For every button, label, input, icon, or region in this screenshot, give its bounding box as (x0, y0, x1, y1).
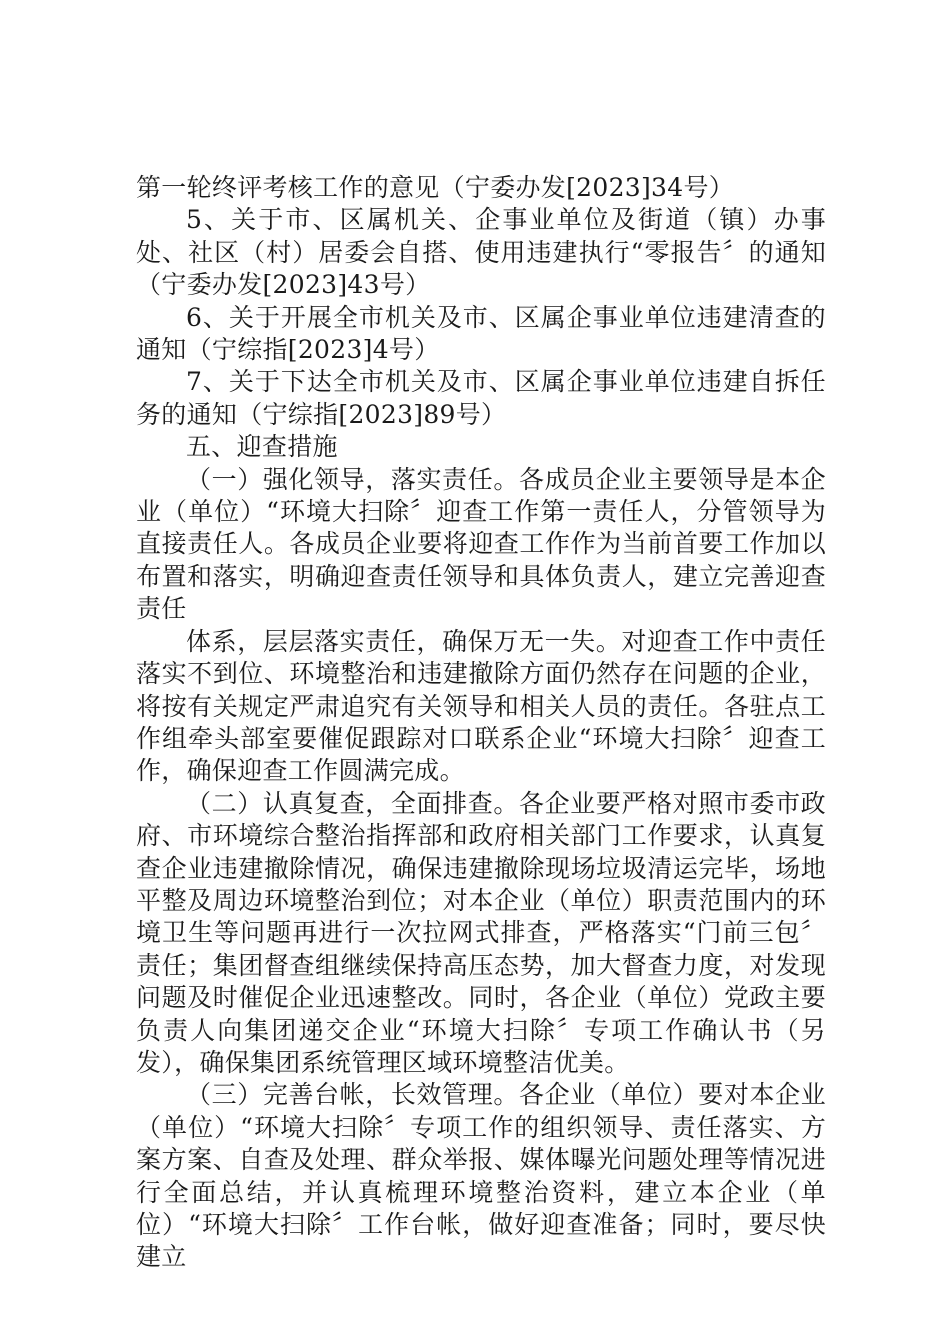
paragraph-measure-1: （一）强化领导，落实责任。各成员企业主要领导是本企业（单位）“环境大扫除〞迎查工作第一责任人，分管领导为直接责任人。各成员企业要将迎查工作作为当前首要工作加以布置和落实，明确迎查责任领导和具体负责人，建立完善迎查责任 (136, 464, 826, 624)
section-heading: 五、迎查措施 (186, 432, 338, 462)
paragraph-2: 5、关于市、区属机关、企事业单位及街道（镇）办事处、社区（村）居委会自搭、使用违建执行“零报告〞的通知（宁委办发[2023]43号） (136, 205, 826, 300)
paragraph-1: 第一轮终评考核工作的意见（宁委办发[2023]34号） (136, 173, 735, 202)
paragraph-3: 6、关于开展全市机关及市、区属企事业单位违建清查的通知（宁综指[2023]4号） (136, 302, 826, 365)
document-body (136, 172, 826, 1274)
paragraph-measure-2: （二）认真复查，全面排查。各企业要严格对照市委市政府、市环境综合整治指挥部和政府相关部门工作要求，认真复查企业违建撤除情况，确保违建撤除现场垃圾清运完毕，场地平整及周边环境整治到位；对本企业（单位）职责范围内的环境卫生等问题再进行一次拉网式排查，严格落实“门前三包〞责任；集团督查组继续保持高压态势，加大督查力度，对发现问题及时催促企业迅速整改。同时，各企业（单位）党政主要负责人向集团递交企业“环境大扫除〞专项工作确认书（另发），确保集团系统管理区域环境整洁优美。 (136, 788, 826, 1077)
paragraph-measure-1-cont: 体系，层层落实责任，确保万无一失。对迎查工作中责任落实不到位、环境整治和违建撤除方面仍然存在问题的企业，将按有关规定严肃追究有关领导和相关人员的责任。各驻点工作组牵头部室要催促跟踪对口联系企业“环境大扫除〞迎查工作，确保迎查工作圆满完成。 (136, 626, 826, 786)
paragraph-measure-3: （三）完善台帐，长效管理。各企业（单位）要对本企业（单位）“环境大扫除〞专项工作的组织领导、责任落实、方案方案、自查及处理、群众举报、媒体曝光问题处理等情况进行全面总结，并认真梳理环境整治资料，建立本企业（单位）“环境大扫除〞工作台帐，做好迎查准备；同时，要尽快建立 (136, 1080, 826, 1272)
paragraph-4: 7、关于下达全市机关及市、区属企事业单位违建自拆任务的通知（宁综指[2023]89号） (136, 367, 826, 429)
